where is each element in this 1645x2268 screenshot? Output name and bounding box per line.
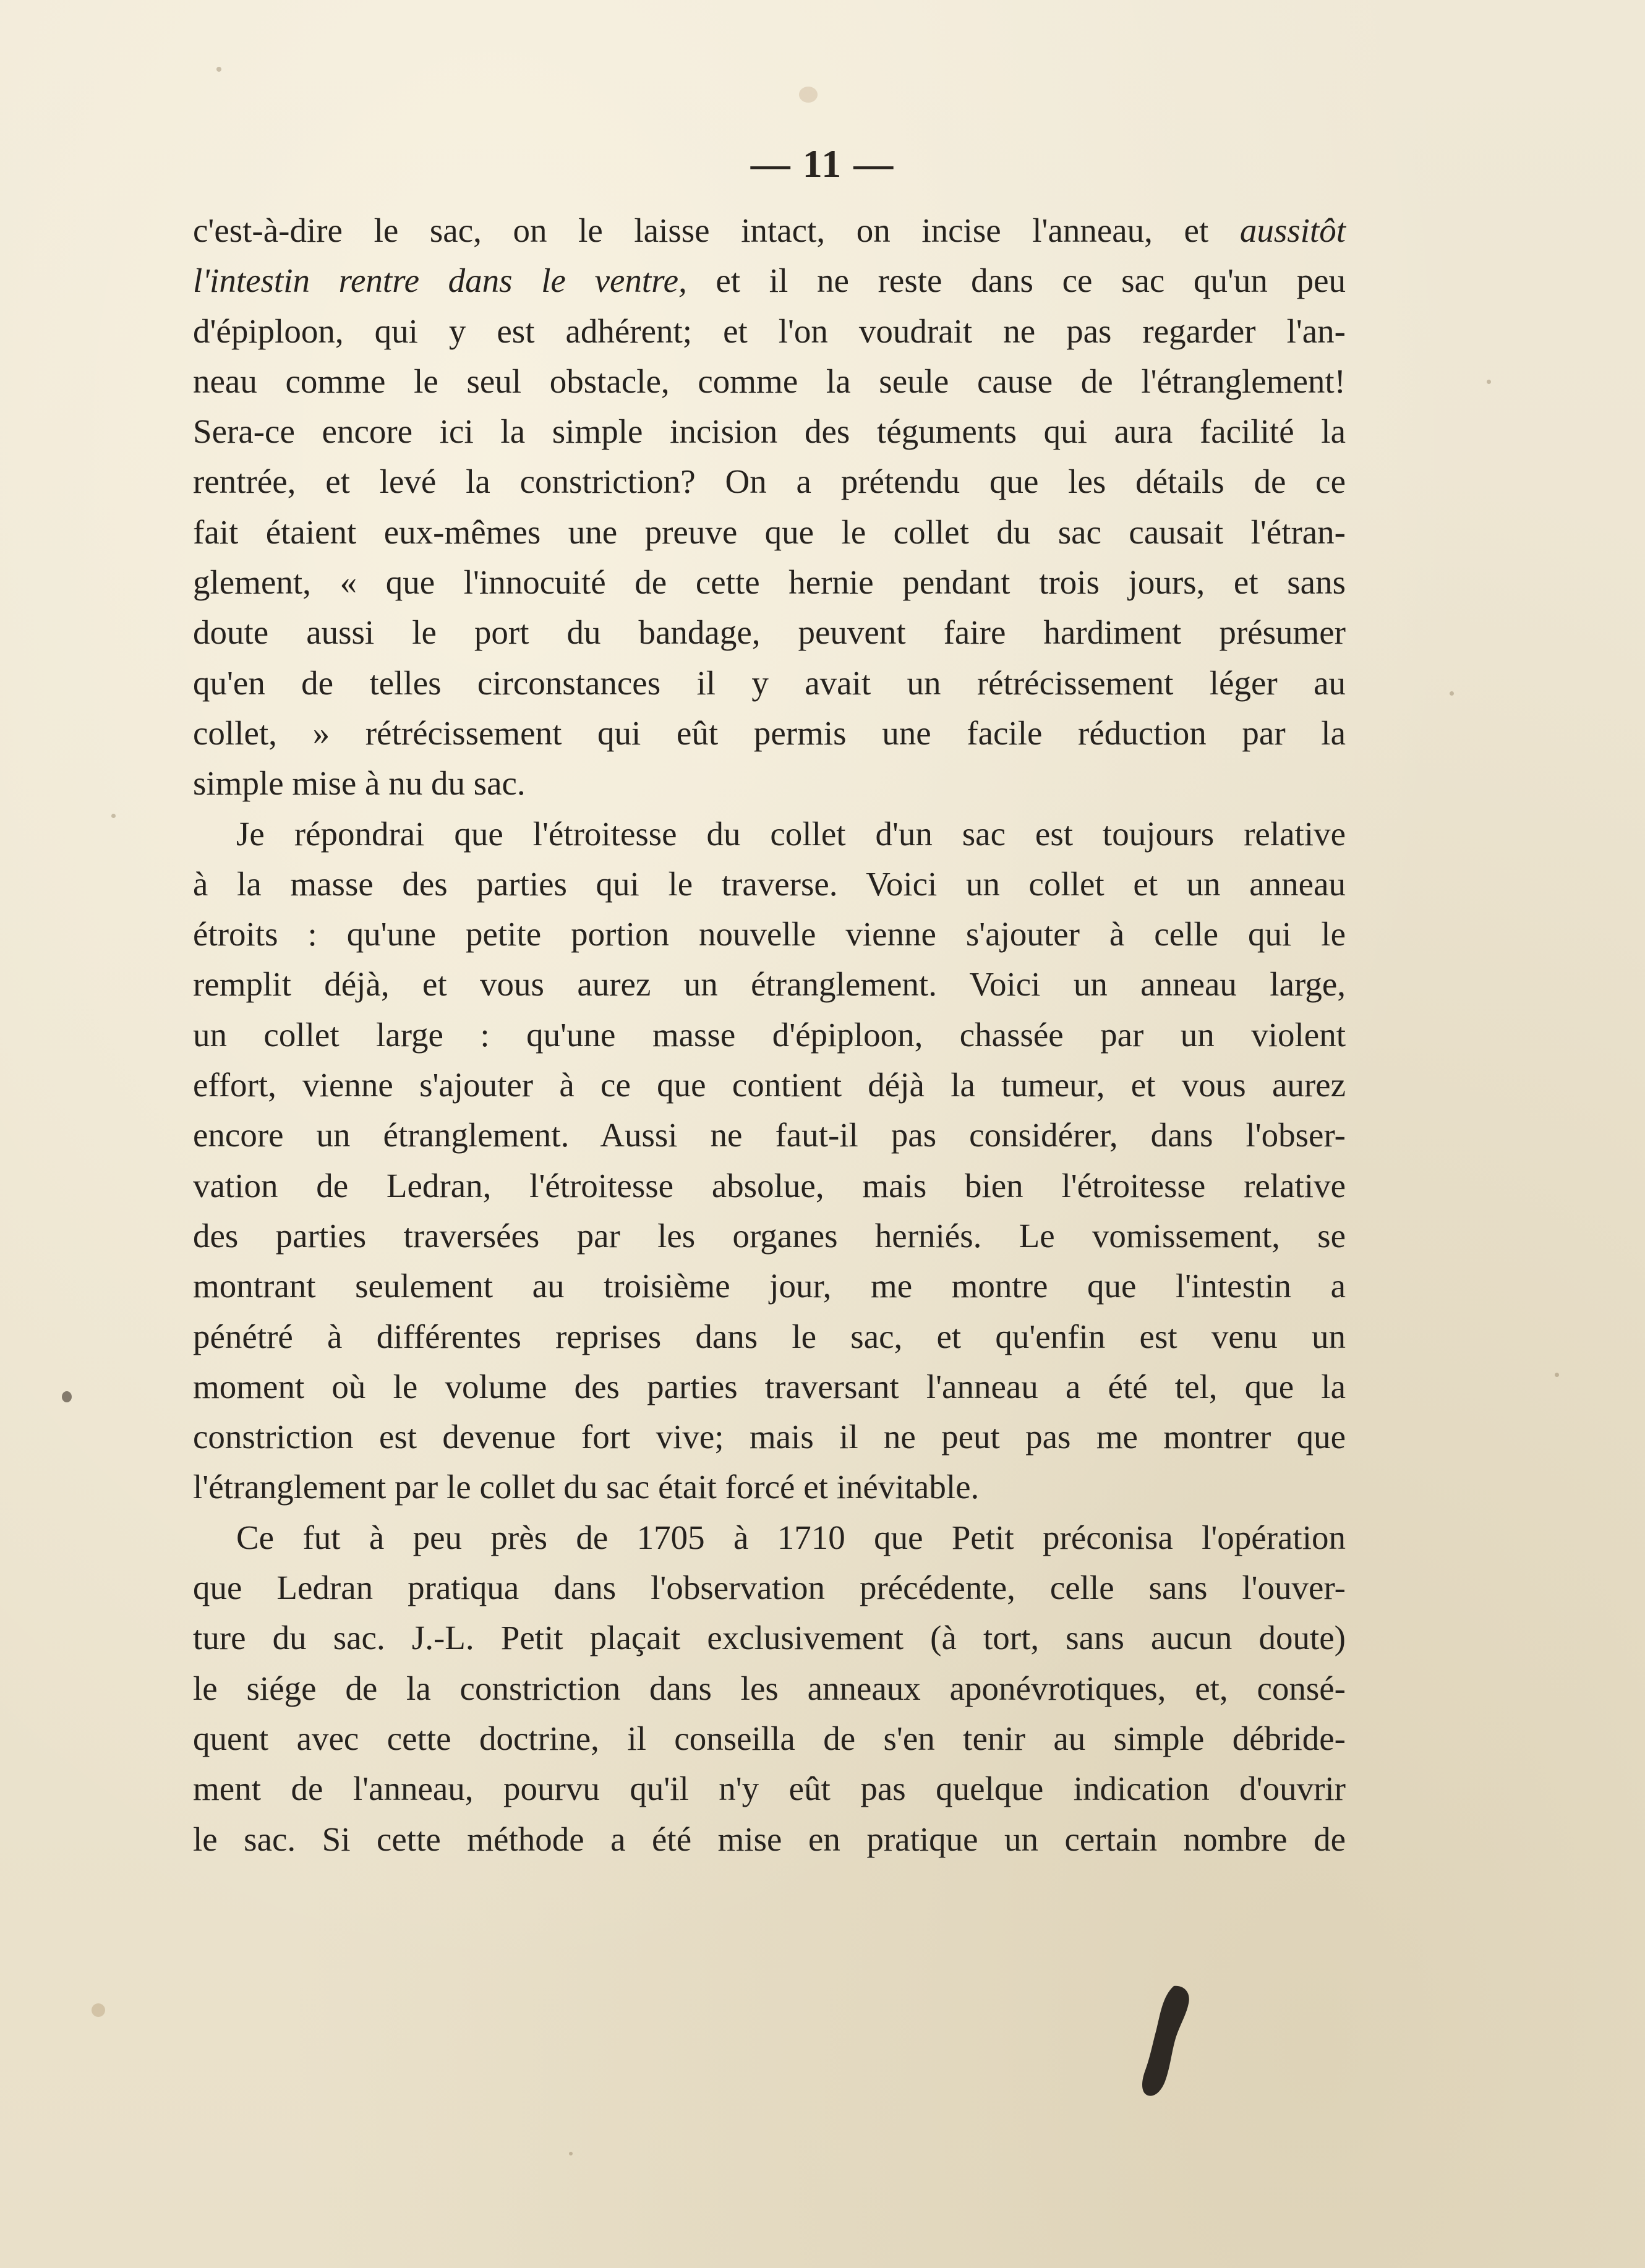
text-segment: ture du sac. J.-L. Petit plaçait exclusivement (à tort, sans aucun doute) <box>193 1619 1346 1657</box>
italic-text: l'intestin rentre dans le ventre, <box>193 262 687 300</box>
text-segment: collet, » rétrécissement qui eût permis une facile réduction par la <box>193 714 1346 752</box>
text-segment: Sera-ce encore ici la simple incision des téguments qui aura facilité la <box>193 412 1346 451</box>
text-segment: glement, « que l'innocuité de cette hernie pendant trois jours, et sans <box>193 563 1346 602</box>
text-line <box>193 507 1346 557</box>
text-line <box>193 1211 1346 1261</box>
text-segment: un collet large : qu'une masse d'épiploon, chassée par un violent <box>193 1015 1346 1054</box>
paper-speck <box>62 1391 72 1402</box>
text-segment: doute aussi le port du bandage, peuvent faire hardiment présumer <box>193 613 1346 652</box>
text-segment: le siége de la constriction dans les anneaux aponévrotiques, et, consé- <box>193 1669 1346 1707</box>
paper-speck <box>1487 380 1491 384</box>
text-segment: remplit déjà, et vous aurez un étranglement. Voici un anneau large, <box>193 965 1346 1004</box>
text-segment: Ce fut à peu près de 1705 à 1710 que Petit préconisa l'opération <box>236 1518 1346 1556</box>
text-line <box>193 306 1346 356</box>
text-segment: vation de Ledran, l'étroitesse absolue, mais bien l'étroitesse relative <box>193 1166 1346 1204</box>
text-line <box>193 909 1346 959</box>
text-line <box>193 356 1346 406</box>
paper-speck <box>1450 691 1454 696</box>
ink-stain <box>1138 1984 1194 2101</box>
text-line <box>193 1161 1346 1211</box>
text-segment: que Ledran pratiqua dans l'observation précédente, celle sans l'ouver- <box>193 1569 1346 1607</box>
text-segment: étroits : qu'une petite portion nouvelle vienne s'ajouter à celle qui le <box>193 915 1346 953</box>
text-line <box>193 758 1346 808</box>
text-line <box>193 1663 1346 1713</box>
text-line <box>193 1010 1346 1060</box>
text-line <box>193 1562 1346 1613</box>
text-segment: c'est-à-dire le sac, on le laisse intact, on incise l'anneau, et <box>193 211 1240 249</box>
text-segment: pénétré à différentes reprises dans le sac, et qu'enfin est venu un <box>193 1317 1346 1355</box>
paper-speck <box>799 87 818 103</box>
text-segment: à la masse des parties qui le traverse. Voici un collet et un anneau <box>193 864 1346 903</box>
text-segment: effort, vienne s'ajouter à ce que contient déjà la tumeur, et vous aurez <box>193 1066 1346 1104</box>
text-line <box>193 1713 1346 1763</box>
body-text <box>193 205 1346 1864</box>
text-line <box>193 809 1346 859</box>
text-line <box>193 1311 1346 1362</box>
text-line <box>193 557 1346 607</box>
text-segment: neau comme le seul obstacle, comme la seule cause de l'étranglement! <box>193 362 1346 400</box>
text-line <box>193 959 1346 1009</box>
text-line <box>193 708 1346 758</box>
paper-speck <box>216 67 221 72</box>
paper-speck <box>111 814 116 818</box>
text-segment: des parties traversées par les organes herniés. Le vomissement, se <box>193 1216 1346 1255</box>
text-segment: le sac. Si cette méthode a été mise en pratique un certain nombre de <box>193 1820 1346 1858</box>
text-segment: rentrée, et levé la constriction? On a prétendu que les détails de ce <box>193 463 1346 501</box>
text-segment: ment de l'anneau, pourvu qu'il n'y eût pas quelque indication d'ouvrir <box>193 1770 1346 1808</box>
text-line <box>193 1110 1346 1160</box>
text-line <box>193 859 1346 909</box>
text-line <box>193 1261 1346 1311</box>
text-segment: montrant seulement au troisième jour, me montre que l'intestin a <box>193 1267 1346 1305</box>
ink-stain-shape <box>1142 1986 1189 2096</box>
text-segment: simple mise à nu du sac. <box>193 764 526 803</box>
text-segment: fait étaient eux-mêmes une preuve que le collet du sac causait l'étran- <box>193 513 1346 551</box>
text-line <box>193 406 1346 456</box>
text-line <box>193 1412 1346 1462</box>
page-number: — 11 — <box>750 142 895 185</box>
text-segment: qu'en de telles circonstances il y avait un rétrécissement léger au <box>193 663 1346 702</box>
text-line <box>193 1060 1346 1110</box>
text-segment: encore un étranglement. Aussi ne faut-il pas considérer, dans l'obser- <box>193 1116 1346 1154</box>
paper-speck <box>92 2003 105 2017</box>
text-segment: l'étranglement par le collet du sac était forcé et inévitable. <box>193 1468 980 1506</box>
text-segment: Je répondrai que l'étroitesse du collet d'un sac est toujours relative <box>236 814 1346 853</box>
text-line <box>193 255 1346 305</box>
paper-speck <box>1555 1373 1559 1377</box>
italic-text: aussitôt <box>1239 211 1346 249</box>
text-segment: moment où le volume des parties traversant l'anneau a été tel, que la <box>193 1367 1346 1405</box>
paper-speck <box>569 2152 573 2155</box>
text-line <box>193 658 1346 708</box>
text-segment: constriction est devenue fort vive; mais il ne peut pas me montrer que <box>193 1418 1346 1456</box>
text-line <box>193 1362 1346 1412</box>
text-line <box>193 607 1346 657</box>
text-line <box>193 205 1346 255</box>
text-line <box>193 456 1346 506</box>
text-line <box>193 1462 1346 1512</box>
text-segment: d'épiploon, qui y est adhérent; et l'on voudrait ne pas regarder l'an- <box>193 312 1346 350</box>
text-line <box>193 1613 1346 1663</box>
text-segment: et il ne reste dans ce sac qu'un peu <box>686 262 1346 300</box>
text-segment: quent avec cette doctrine, il conseilla de s'en tenir au simple débride- <box>193 1719 1346 1757</box>
text-line <box>193 1763 1346 1814</box>
text-line <box>193 1814 1346 1864</box>
text-line <box>193 1512 1346 1562</box>
